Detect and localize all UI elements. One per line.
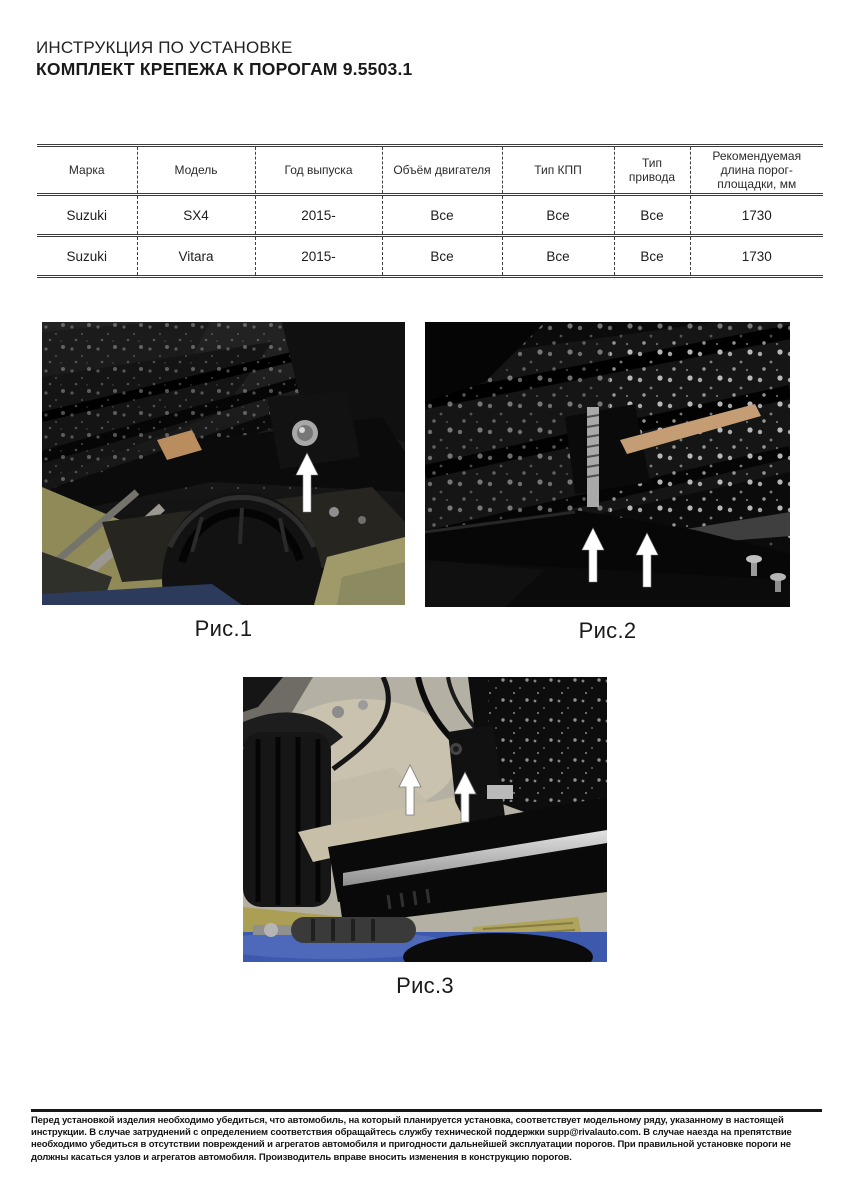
threaded-stud — [587, 407, 599, 507]
table-row — [37, 195, 823, 236]
product-title: КОМПЛЕКТ КРЕПЕЖА К ПОРОГАМ 9.5503.1 — [36, 59, 413, 79]
table-header-cell: Год выпуска — [255, 146, 382, 195]
table-cell: Suzuki — [37, 195, 137, 236]
figure-1-caption: Рис.1 — [194, 616, 253, 641]
undercarriage-photo-illustration — [42, 322, 405, 605]
figure-1 — [42, 322, 405, 642]
table-cell: Все — [502, 195, 614, 236]
figure-3-photo — [243, 677, 607, 962]
table-header-cell: Тип привода — [614, 146, 690, 195]
sill-area-illustration — [243, 677, 607, 962]
figure-1-photo — [42, 322, 405, 605]
table-header-cell: Объём двигателя — [382, 146, 502, 195]
table-cell: Все — [502, 236, 614, 277]
table-cell: Suzuki — [37, 236, 137, 277]
compatibility-table — [37, 144, 823, 278]
table-cell: Все — [382, 236, 502, 277]
table-cell: SX4 — [137, 195, 255, 236]
figure-3-caption: Рис.3 — [396, 973, 454, 998]
table-cell: Все — [614, 195, 690, 236]
footer-divider — [31, 1109, 822, 1112]
mount-bolt — [292, 420, 318, 446]
figure-3 — [243, 677, 607, 999]
page-title: ИНСТРУКЦИЯ ПО УСТАНОВКЕ — [36, 38, 293, 57]
table-cell: Vitara — [137, 236, 255, 277]
table-cell: 2015- — [255, 195, 382, 236]
table-cell: 2015- — [255, 236, 382, 277]
table-cell: 1730 — [690, 236, 823, 277]
figure-2-photo — [425, 322, 790, 607]
figure-2-caption: Рис.2 — [578, 618, 637, 643]
table-cell: Все — [382, 195, 502, 236]
table-header-cell: Марка — [37, 146, 137, 195]
table-cell: Все — [614, 236, 690, 277]
table-header-row — [37, 146, 823, 195]
table-header-cell: Тип КПП — [502, 146, 614, 195]
figure-2 — [425, 322, 790, 644]
undercarriage-closeup-illustration — [425, 322, 790, 607]
footer-note: Перед установкой изделия необходимо убедиться, что автомобиль, на который планируется установка, соответствует модельному ряду, указанному в настоящей инструкции. В случае затруднений с определением соответствия обращайтесь службу технической поддержки supp@rivalauto.com. В случае наезда на препятствие необходимо убедиться в отсутствии повреждений и агрегатов автомобиля и пригодности дальнейшей эксплуатации порогов. При правильной установке пороги не должны касаться узлов и агрегатов автомобиля. Производитель вправе вносить изменения в конструкцию порогов. — [31, 1115, 792, 1163]
table-header-cell: Рекомендуемая длина порог-площадки, мм — [690, 146, 823, 195]
table-row — [37, 236, 823, 277]
table-header-cell: Модель — [137, 146, 255, 195]
tire — [243, 732, 331, 907]
table-cell: 1730 — [690, 195, 823, 236]
